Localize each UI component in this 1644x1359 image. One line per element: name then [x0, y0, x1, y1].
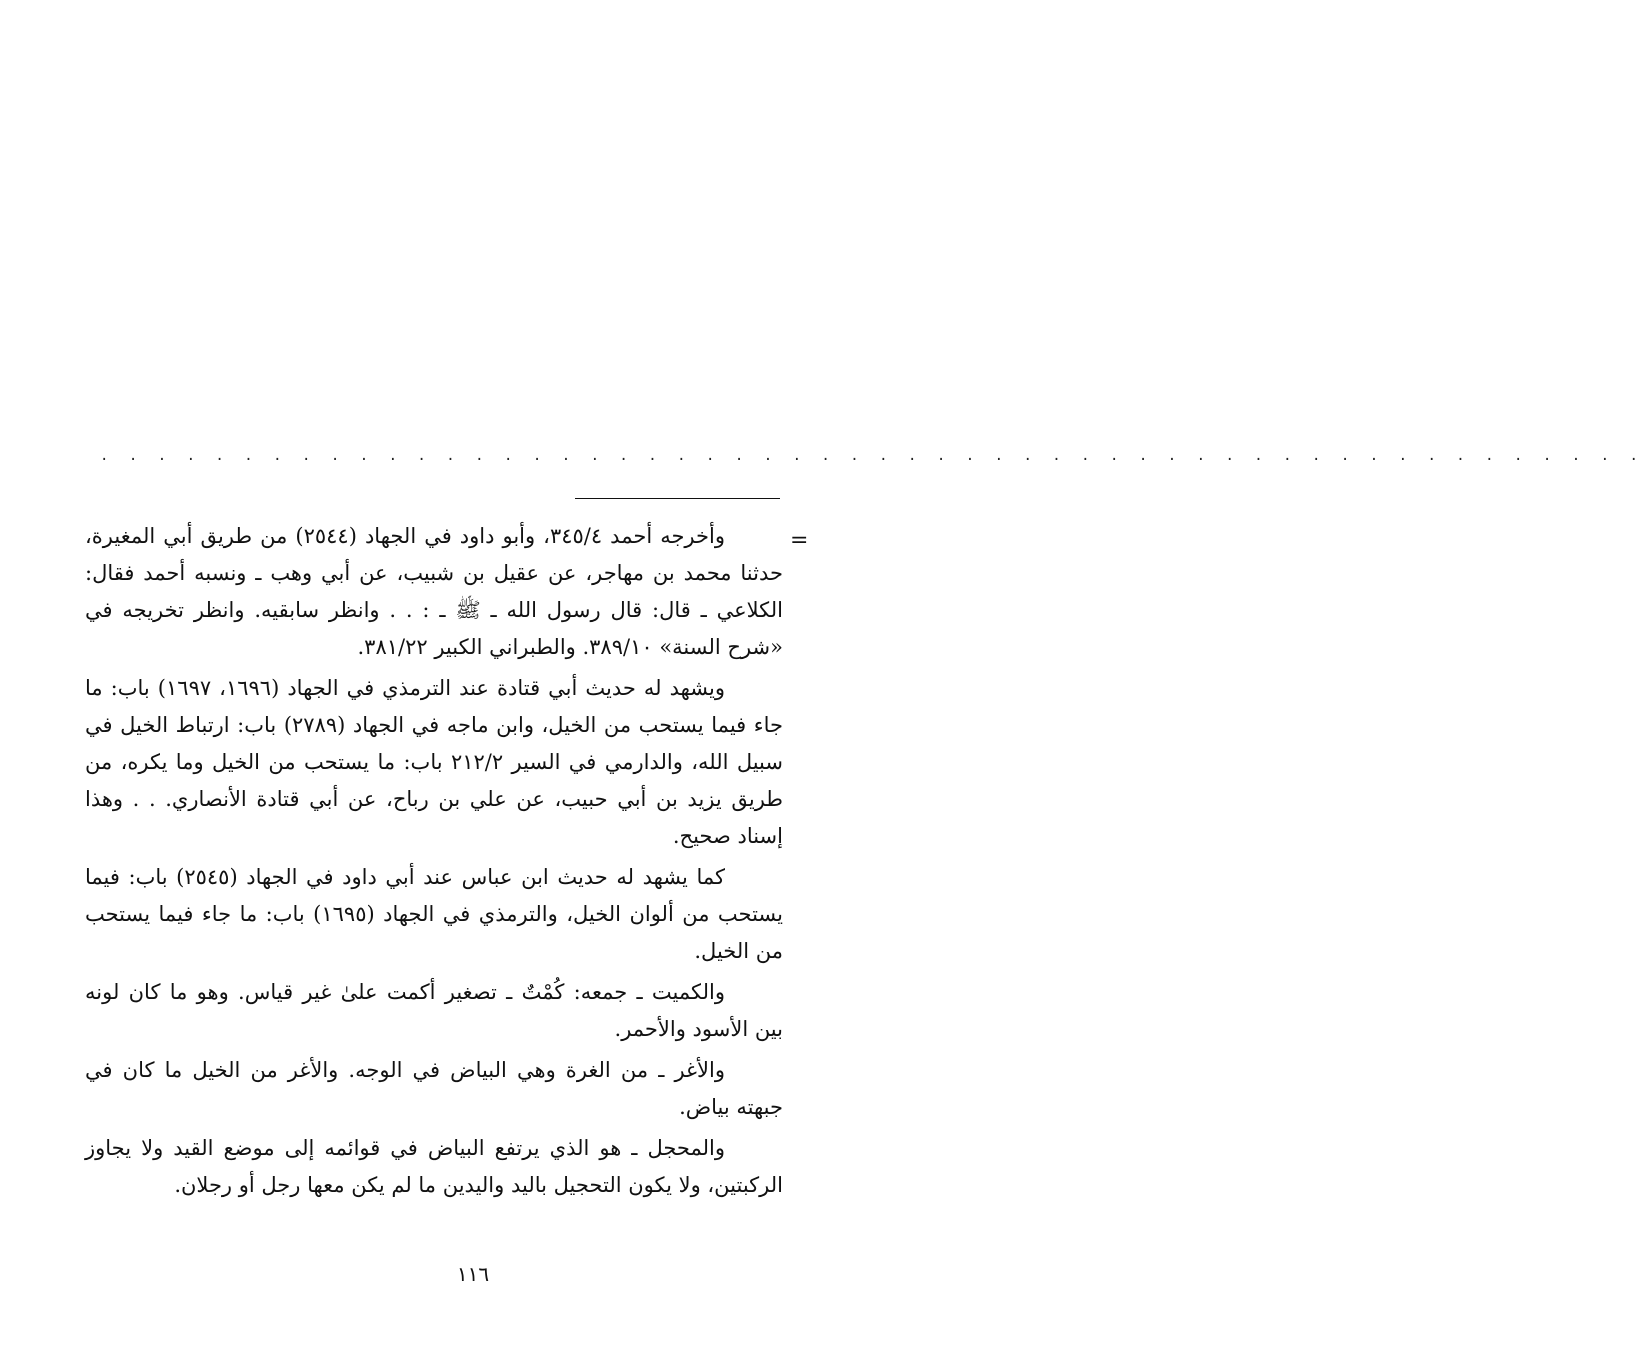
- footnote-paragraph: كما يشهد له حديث ابن عباس عند أبي داود في الجهاد (٢٥٤٥) باب: فيما يستحب من ألوان الخيل، والترمذي في الجهاد (١٦٩٥) باب: ما جاء فيما يستحب من الخيل.: [85, 865, 783, 963]
- dotted-separator: . . . . . . . . . . . . . . . . . . . . . . . . . . . . . . . . . . . . . . . . . . . . . . . . . . . . . .: [100, 448, 1644, 464]
- footnote-paragraph: والكميت ـ جمعه: كُمْتٌ ـ تصغير أكمت علىٰ غير قياس. وهو ما كان لونه بين الأسود والأحمر.: [85, 980, 783, 1041]
- footnote-paragraph: والأغر ـ من الغرة وهي البياض في الوجه. والأغر من الخيل ما كان في جبهته بياض.: [85, 1058, 783, 1119]
- page-number: ١١٦: [456, 1262, 490, 1286]
- footnote-paragraph: ويشهد له حديث أبي قتادة عند الترمذي في الجهاد (١٦٩٦، ١٦٩٧) باب: ما جاء فيما يستحب من الخيل، وابن ماجه في الجهاد (٢٧٨٩) باب: ارتباط الخيل في سبيل الله، والدارمي في السير ٢١٢/٢ باب: ما يستحب من الخيل وما يكره، من طريق يزيد بن أبي حبيب، عن علي بن رباح، عن أبي قتادة الأنصاري. . . وهذا إسناد صحيح.: [85, 676, 783, 848]
- footnote-paragraph: وأخرجه أحمد ٣٤٥/٤، وأبو داود في الجهاد (٢٥٤٤) من طريق أبي المغيرة، حدثنا محمد بن مهاجر، عن عقيل بن شبيب، عن أبي وهب ـ ونسبه أحمد فقال: الكلاعي ـ قال: قال رسول الله ـ ﷺ ـ : . . وانظر سابقيه. وانظر تخريجه في «شرح السنة» ٣٨٩/١٠. والطبراني الكبير ٣٨١/٢٢.: [85, 524, 783, 659]
- footnote-rule: [575, 498, 780, 499]
- footnote-paragraph: والمحجل ـ هو الذي يرتفع البياض في قوائمه إلى موضع القيد ولا يجاوز الركبتين، ولا يكون التحجيل باليد واليدين ما لم يكن معها رجل أو رجلان.: [85, 1136, 783, 1197]
- continuation-mark: =: [790, 528, 809, 553]
- footnotes-block: [85, 518, 783, 1208]
